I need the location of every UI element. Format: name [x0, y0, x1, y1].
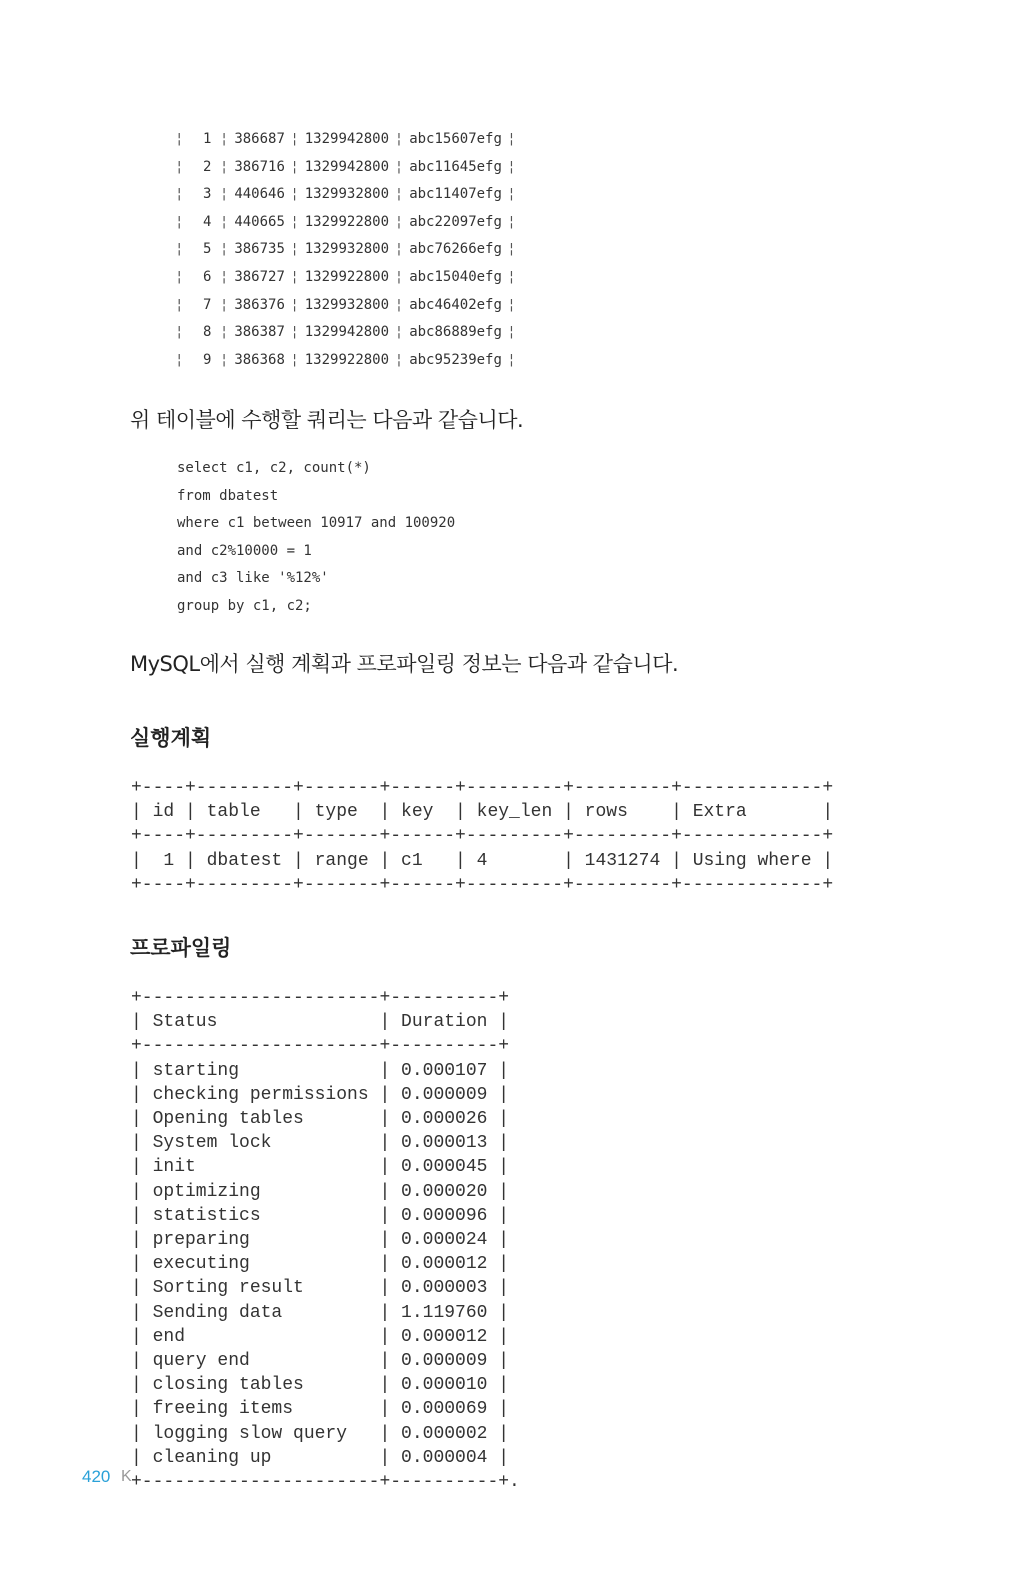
column-separator: ¦	[219, 268, 229, 285]
column-separator: ¦	[507, 324, 516, 341]
column-separator: ¦	[175, 213, 184, 230]
row-c1-cell: 440646	[234, 186, 285, 203]
row-c3-cell: abc86889efg	[409, 324, 502, 341]
profile-line: +----------------------+----------+.	[131, 1472, 520, 1493]
profiling-intro-paragraph: MySQL에서 실행 계획과 프로파일링 정보는 다음과 같습니다.	[130, 652, 679, 676]
row-id-cell: 4	[203, 213, 212, 230]
column-separator: ¦	[175, 131, 184, 147]
column-separator: ¦	[175, 351, 184, 368]
column-separator: ¦	[394, 131, 404, 147]
intro-paragraph: 위 테이블에 수행할 쿼리는 다음과 같습니다.	[130, 408, 524, 432]
column-separator: ¦	[507, 213, 516, 230]
column-separator: ¦	[219, 158, 229, 175]
row-c3-cell: abc76266efg	[409, 241, 502, 258]
data-row	[175, 154, 595, 182]
row-c3-cell: abc11645efg	[409, 158, 502, 175]
plan-line: +----+---------+-------+------+---------+---------+-------------+	[131, 874, 834, 895]
data-row	[175, 126, 595, 154]
profile-line: | query end | 0.000009 |	[131, 1351, 510, 1372]
row-c1-cell: 386727	[234, 268, 285, 285]
data-row	[175, 292, 595, 320]
execution-plan-heading: 실행계획	[130, 726, 212, 750]
column-separator: ¦	[290, 158, 299, 175]
profile-line: | logging slow query | 0.000002 |	[131, 1423, 510, 1444]
plan-line: | id | table | type | key | key_len | rows | Extra |	[131, 802, 834, 823]
row-id-cell: 9	[203, 351, 212, 368]
row-c3-cell: abc15607efg	[409, 131, 502, 147]
row-c1-cell: 386716	[234, 158, 285, 175]
column-separator: ¦	[394, 213, 404, 230]
profile-line: | closing tables | 0.000010 |	[131, 1375, 510, 1396]
sql-line: group by c1, c2;	[177, 597, 312, 614]
data-row	[175, 347, 595, 375]
profiling-table	[131, 986, 520, 1494]
row-c2-cell: 1329922800	[304, 213, 390, 230]
column-separator: ¦	[219, 324, 229, 341]
sql-line: select c1, c2, count(*)	[177, 460, 371, 476]
sql-line: and c3 like '%12%'	[177, 570, 329, 587]
column-separator: ¦	[175, 158, 184, 175]
column-separator: ¦	[290, 296, 299, 313]
sql-query-block	[177, 455, 455, 621]
data-row	[175, 319, 595, 347]
column-separator: ¦	[394, 186, 404, 203]
profile-line: | Status | Duration |	[131, 1012, 510, 1033]
row-id-cell: 7	[203, 296, 212, 313]
profile-line: | statistics | 0.000096 |	[131, 1205, 510, 1226]
column-separator: ¦	[507, 296, 516, 313]
row-c3-cell: abc22097efg	[409, 213, 502, 230]
execution-plan-table	[131, 776, 833, 897]
column-separator: ¦	[290, 131, 299, 147]
column-separator: ¦	[175, 241, 184, 258]
row-c1-cell: 386735	[234, 241, 285, 258]
sql-line: from dbatest	[177, 487, 279, 504]
row-c1-cell: 386368	[234, 351, 285, 368]
column-separator: ¦	[290, 268, 299, 285]
row-id-cell: 1	[203, 131, 212, 147]
row-c3-cell: abc95239efg	[409, 351, 502, 368]
profile-line: | checking permissions | 0.000009 |	[131, 1084, 510, 1105]
row-c2-cell: 1329942800	[304, 324, 390, 341]
profile-line: | executing | 0.000012 |	[131, 1254, 510, 1275]
column-separator: ¦	[219, 351, 229, 368]
profile-line: +----------------------+----------+	[131, 1036, 510, 1057]
data-row	[175, 181, 595, 209]
row-c2-cell: 1329932800	[304, 186, 390, 203]
column-separator: ¦	[219, 296, 229, 313]
profile-line: | Opening tables | 0.000026 |	[131, 1109, 510, 1130]
column-separator: ¦	[394, 296, 404, 313]
column-separator: ¦	[507, 158, 516, 175]
column-separator: ¦	[290, 351, 299, 368]
profile-line: | Sending data | 1.119760 |	[131, 1302, 510, 1323]
row-id-cell: 2	[203, 158, 212, 175]
profile-line: | cleaning up | 0.000004 |	[131, 1447, 510, 1468]
column-separator: ¦	[219, 131, 229, 147]
column-separator: ¦	[394, 268, 404, 285]
plan-line: | 1 | dbatest | range | c1 | 4 | 1431274 | Using where |	[131, 850, 834, 871]
row-c2-cell: 1329942800	[304, 131, 390, 147]
footer-marker: K	[121, 1468, 132, 1485]
row-c1-cell: 386387	[234, 324, 285, 341]
row-c3-cell: abc11407efg	[409, 186, 502, 203]
row-c3-cell: abc46402efg	[409, 296, 502, 313]
column-separator: ¦	[394, 241, 404, 258]
column-separator: ¦	[507, 351, 516, 368]
column-separator: ¦	[394, 324, 404, 341]
profile-line: +----------------------+----------+	[131, 988, 510, 1008]
profile-line: | end | 0.000012 |	[131, 1326, 510, 1347]
column-separator: ¦	[394, 351, 404, 368]
profile-line: | freeing items | 0.000069 |	[131, 1399, 510, 1420]
row-c1-cell: 440665	[234, 213, 285, 230]
column-separator: ¦	[219, 241, 229, 258]
column-separator: ¦	[175, 268, 184, 285]
row-c2-cell: 1329932800	[304, 296, 390, 313]
row-id-cell: 8	[203, 324, 212, 341]
row-c2-cell: 1329942800	[304, 158, 390, 175]
row-id-cell: 3	[203, 186, 212, 203]
column-separator: ¦	[394, 158, 404, 175]
plan-line: +----+---------+-------+------+---------+---------+-------------+	[131, 826, 834, 847]
column-separator: ¦	[507, 268, 516, 285]
profile-line: | starting | 0.000107 |	[131, 1060, 510, 1081]
profile-line: | optimizing | 0.000020 |	[131, 1181, 510, 1202]
column-separator: ¦	[290, 186, 299, 203]
column-separator: ¦	[290, 213, 299, 230]
row-c2-cell: 1329932800	[304, 241, 390, 258]
column-separator: ¦	[175, 324, 184, 341]
column-separator: ¦	[507, 241, 516, 258]
column-separator: ¦	[175, 296, 184, 313]
data-row	[175, 236, 595, 264]
data-row	[175, 209, 595, 237]
sql-line: and c2%10000 = 1	[177, 542, 312, 559]
row-c1-cell: 386376	[234, 296, 285, 313]
column-separator: ¦	[290, 324, 299, 341]
column-separator: ¦	[507, 131, 516, 147]
page-number: 420	[82, 1467, 111, 1486]
sql-line: where c1 between 10917 and 100920	[177, 515, 456, 532]
column-separator: ¦	[290, 241, 299, 258]
column-separator: ¦	[507, 186, 516, 203]
row-c1-cell: 386687	[234, 131, 285, 147]
data-row	[175, 264, 595, 292]
profile-line: | System lock | 0.000013 |	[131, 1133, 510, 1154]
plan-line: +----+---------+-------+------+---------+---------+-------------+	[131, 778, 834, 798]
profile-line: | preparing | 0.000024 |	[131, 1230, 510, 1251]
row-c2-cell: 1329922800	[304, 268, 390, 285]
column-separator: ¦	[219, 213, 229, 230]
profile-line: | init | 0.000045 |	[131, 1157, 510, 1178]
column-separator: ¦	[175, 186, 184, 203]
result-rows	[175, 126, 595, 374]
column-separator: ¦	[219, 186, 229, 203]
profile-line: | Sorting result | 0.000003 |	[131, 1278, 510, 1299]
row-id-cell: 5	[203, 241, 212, 258]
row-c3-cell: abc15040efg	[409, 268, 502, 285]
row-c2-cell: 1329922800	[304, 351, 390, 368]
row-id-cell: 6	[203, 268, 212, 285]
profiling-heading: 프로파일링	[130, 936, 232, 960]
